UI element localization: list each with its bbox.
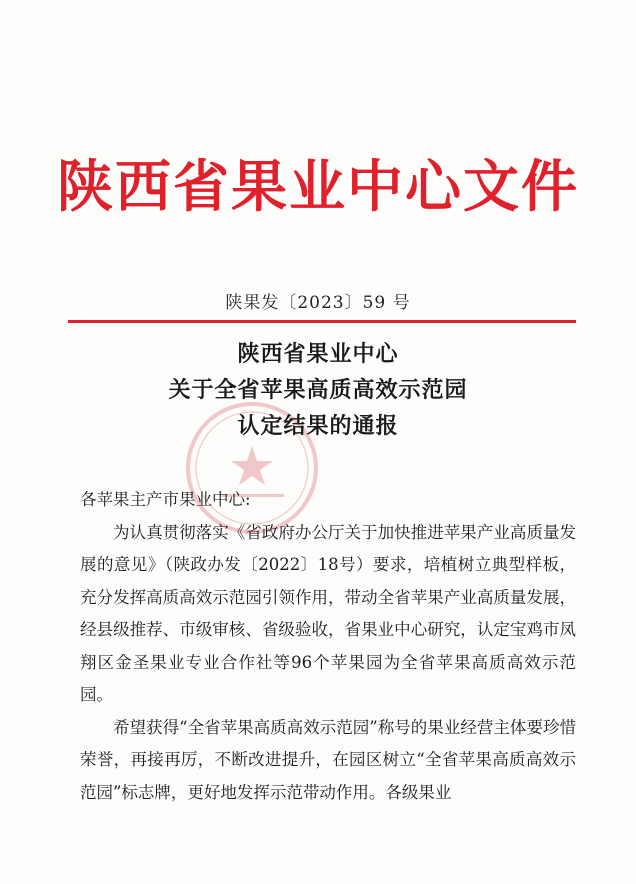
- document-body: [80, 484, 576, 809]
- salutation: 各苹果主产市果业中心:: [80, 490, 251, 509]
- document-header-title: 陕西省果业中心文件: [57, 154, 579, 220]
- title-line-3: 认定结果的通报: [237, 413, 399, 439]
- document-number: 陕果发〔2023〕59 号: [225, 293, 411, 313]
- document-title: [0, 336, 636, 444]
- title-line-1: 陕西省果业中心: [237, 341, 399, 367]
- paragraph-1: 为认真贯彻落实《省政府办公厅关于加快推进苹果产业高质量发展的意见》（陕政办发〔2022〕18号）要求，培植树立典型样板，充分发挥高质高效示范园引领作用，带动全省苹果产业高质量发展，经县级推荐、市级审核、省级验收，省果业中心研究，认定宝鸡市凤翔区金圣果业专业合作社等96个苹果园为全省苹果高质高效示范园。: [80, 522, 576, 704]
- red-divider-line: [68, 320, 576, 323]
- paragraph-2: 希望获得“全省苹果高质高效示范园”称号的果业经营主体要珍惜荣誉，再接再厉，不断改进提升，在园区树立“全省苹果高质高效示范园”标志牌，更好地发挥示范带动作用。各级果业: [80, 717, 576, 802]
- title-line-2: 关于全省苹果高质高效示范园: [168, 377, 468, 403]
